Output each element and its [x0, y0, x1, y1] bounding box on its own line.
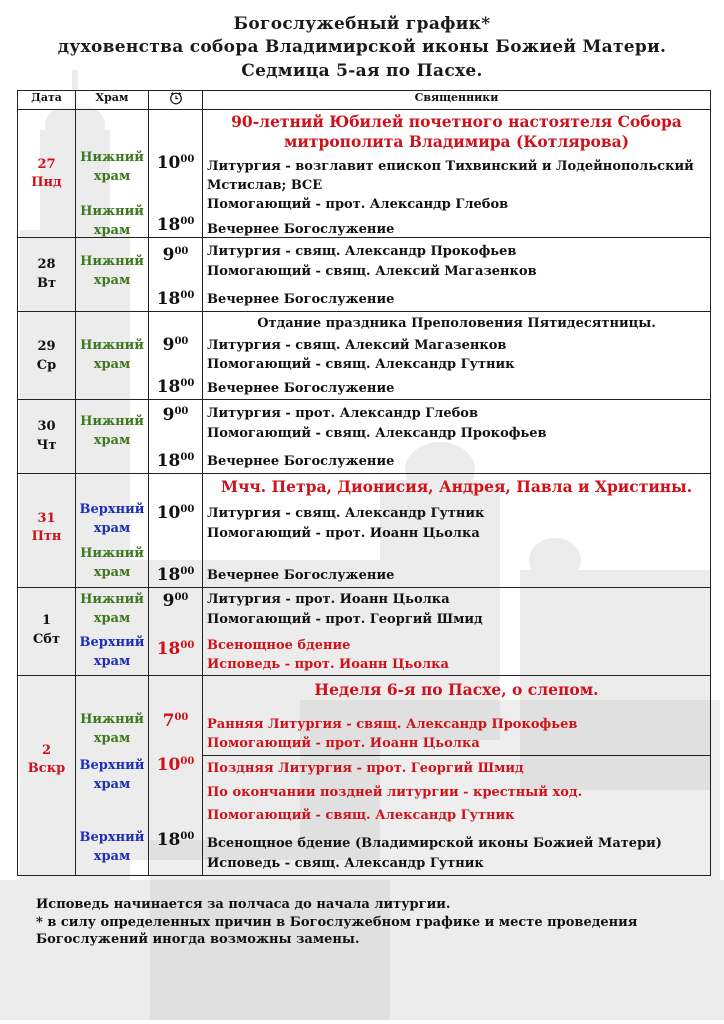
- church-cell: [76, 676, 149, 876]
- church-name: Нижний храм: [80, 592, 144, 626]
- feast-heading: Отдание праздника Преполовения Пятидесятницы.: [257, 316, 656, 331]
- church-cell: [76, 400, 149, 474]
- table-row: [18, 238, 711, 312]
- service-line: По окончании поздней литургии - крестный ход.: [207, 785, 583, 800]
- service-time: $18^{00}$: [156, 215, 195, 235]
- services-cell: [203, 400, 711, 474]
- feast-heading: Мчч. Петра, Дионисия, Андрея, Павла и Христины.: [220, 477, 693, 496]
- service-line: Помогающий - свящ. Александр Гутник: [207, 808, 515, 823]
- service-time: $18^{00}$: [156, 451, 195, 471]
- church-cell: [76, 312, 149, 400]
- church-cell: [76, 588, 149, 676]
- service-time: $18^{00}$: [156, 639, 195, 659]
- date-weekday: Пнд: [31, 175, 62, 190]
- time-cell: [149, 474, 203, 588]
- service-time: $18^{00}$: [156, 289, 195, 309]
- header-priests: Священники: [203, 91, 711, 110]
- date-cell: [18, 588, 76, 676]
- table-row: [18, 474, 711, 588]
- services-cell: [203, 110, 711, 238]
- services-cell: [203, 676, 711, 876]
- church-name: Нижний храм: [80, 546, 144, 580]
- church-name: Нижний храм: [80, 254, 144, 288]
- date-cell: [18, 474, 76, 588]
- services-cell: [203, 588, 711, 676]
- service-line: Вечернее Богослужение: [207, 292, 395, 307]
- table-header-row: [18, 91, 711, 110]
- church-name: Верхний храм: [79, 830, 145, 864]
- date-number: 28: [37, 257, 56, 272]
- church-name: Нижний храм: [80, 150, 144, 184]
- service-time: $10^{00}$: [156, 153, 195, 173]
- service-line: Литургия - прот. Александр Глебов: [207, 406, 478, 421]
- time-cell: [149, 312, 203, 400]
- time-cell: [149, 238, 203, 312]
- church-name: Нижний храм: [80, 204, 144, 238]
- church-name: Нижний храм: [80, 338, 144, 372]
- date-cell: [18, 400, 76, 474]
- service-time: $7^{00}$: [162, 711, 189, 731]
- date-weekday: Птн: [31, 529, 62, 544]
- feast-heading: 90-летний Юбилей почетного настоятеля Собора митрополита Владимира (Котлярова): [231, 112, 682, 151]
- table-row: [18, 588, 711, 676]
- service-time: $10^{00}$: [156, 755, 195, 775]
- service-line: Литургия - свящ. Алексий Магазенков: [207, 338, 507, 353]
- page-subtitle: духовенства собора Владимирской иконы Божией Матери.: [57, 37, 667, 57]
- church-name: Верхний храм: [79, 758, 145, 792]
- service-line: Вечернее Богослужение: [207, 222, 395, 237]
- church-cell: [76, 474, 149, 588]
- date-cell: [18, 312, 76, 400]
- service-line: Всенощное бдение (Владимирской иконы Божией Матери): [207, 836, 662, 851]
- date-number: 1: [41, 613, 52, 628]
- time-cell: [149, 110, 203, 238]
- service-time: $18^{00}$: [156, 830, 195, 850]
- header-church: Храм: [76, 91, 149, 110]
- time-cell: [149, 400, 203, 474]
- service-line: Вечернее Богослужение: [207, 381, 395, 396]
- service-line: Помогающий - свящ. Алексий Магазенков: [207, 264, 537, 279]
- service-line: Помогающий - прот. Георгий Шмид: [207, 612, 483, 627]
- church-cell: [76, 110, 149, 238]
- schedule-table: [17, 90, 711, 876]
- date-cell: [18, 238, 76, 312]
- date-number: 30: [37, 419, 56, 434]
- date-cell: [18, 110, 76, 238]
- clock-icon: [169, 91, 183, 105]
- time-cell: [149, 588, 203, 676]
- service-time: $9^{00}$: [162, 245, 189, 265]
- services-cell: [203, 312, 711, 400]
- footer-note-disclaimer: * в силу определенных причин в Богослужебном графике и месте проведения Богослужений иногда возможны замены.: [36, 915, 638, 947]
- table-row: [18, 676, 711, 876]
- service-line: Помогающий - свящ. Александр Прокофьев: [207, 426, 547, 441]
- feast-heading: Неделя 6-я по Пасхе, о слепом.: [314, 680, 599, 699]
- service-line: Вечернее Богослужение: [207, 454, 395, 469]
- services-cell: [203, 474, 711, 588]
- date-number: 2: [41, 743, 52, 758]
- service-time: $18^{00}$: [156, 565, 195, 585]
- date-number: 31: [37, 511, 56, 526]
- table-row: [18, 110, 711, 238]
- date-weekday: Сбт: [32, 632, 61, 647]
- date-number: 27: [37, 157, 56, 172]
- header-date: Дата: [18, 91, 76, 110]
- service-line: Литургия - свящ. Александр Гутник: [207, 506, 485, 521]
- service-line: Помогающий - прот. Иоанн Цьолка: [207, 736, 480, 751]
- service-line: Литургия - свящ. Александр Прокофьев: [207, 244, 517, 259]
- week-title: Седмица 5-ая по Пасхе.: [241, 61, 483, 81]
- service-time: $10^{00}$: [156, 503, 195, 523]
- church-name: Верхний храм: [79, 502, 145, 536]
- service-line: Исповедь - прот. Иоанн Цьолка: [207, 657, 449, 672]
- date-number: 29: [37, 339, 56, 354]
- page-title: Богослужебный график*: [233, 14, 491, 34]
- service-time: $9^{00}$: [162, 405, 189, 425]
- service-line: Помогающий - свящ. Александр Гутник: [207, 357, 515, 372]
- service-line: Поздняя Литургия - прот. Георгий Шмид: [207, 761, 524, 776]
- footer-note-confession: Исповедь начинается за полчаса до начала литургии.: [36, 897, 451, 912]
- service-time: $9^{00}$: [162, 335, 189, 355]
- service-line: Исповедь - свящ. Александр Гутник: [207, 856, 484, 871]
- divider: [203, 755, 710, 756]
- service-line: Вечернее Богослужение: [207, 568, 395, 583]
- service-line: Ранняя Литургия - свящ. Александр Прокофьев: [207, 717, 578, 732]
- service-line: Литургия - возглавит епископ Тихвинский и Лодейнопольский Мстислав; ВСЕ: [207, 159, 694, 193]
- church-name: Нижний храм: [80, 414, 144, 448]
- service-line: Всенощное бдение: [207, 638, 351, 653]
- date-weekday: Вт: [36, 276, 57, 291]
- service-time: $18^{00}$: [156, 377, 195, 397]
- service-time: $9^{00}$: [162, 591, 189, 611]
- services-cell: [203, 238, 711, 312]
- church-name: Нижний храм: [80, 712, 144, 746]
- church-name: Верхний храм: [79, 635, 145, 669]
- table-row: [18, 400, 711, 474]
- date-weekday: Ср: [36, 358, 57, 373]
- date-cell: [18, 676, 76, 876]
- service-line: Литургия - прот. Иоанн Цьолка: [207, 592, 450, 607]
- header-time: [149, 91, 203, 110]
- table-row: [18, 312, 711, 400]
- service-line: Помогающий - прот. Иоанн Цьолка: [207, 526, 480, 541]
- service-line: Помогающий - прот. Александр Глебов: [207, 197, 509, 212]
- date-weekday: Вскр: [27, 761, 66, 776]
- time-cell: [149, 676, 203, 876]
- date-weekday: Чт: [36, 438, 57, 453]
- church-cell: [76, 238, 149, 312]
